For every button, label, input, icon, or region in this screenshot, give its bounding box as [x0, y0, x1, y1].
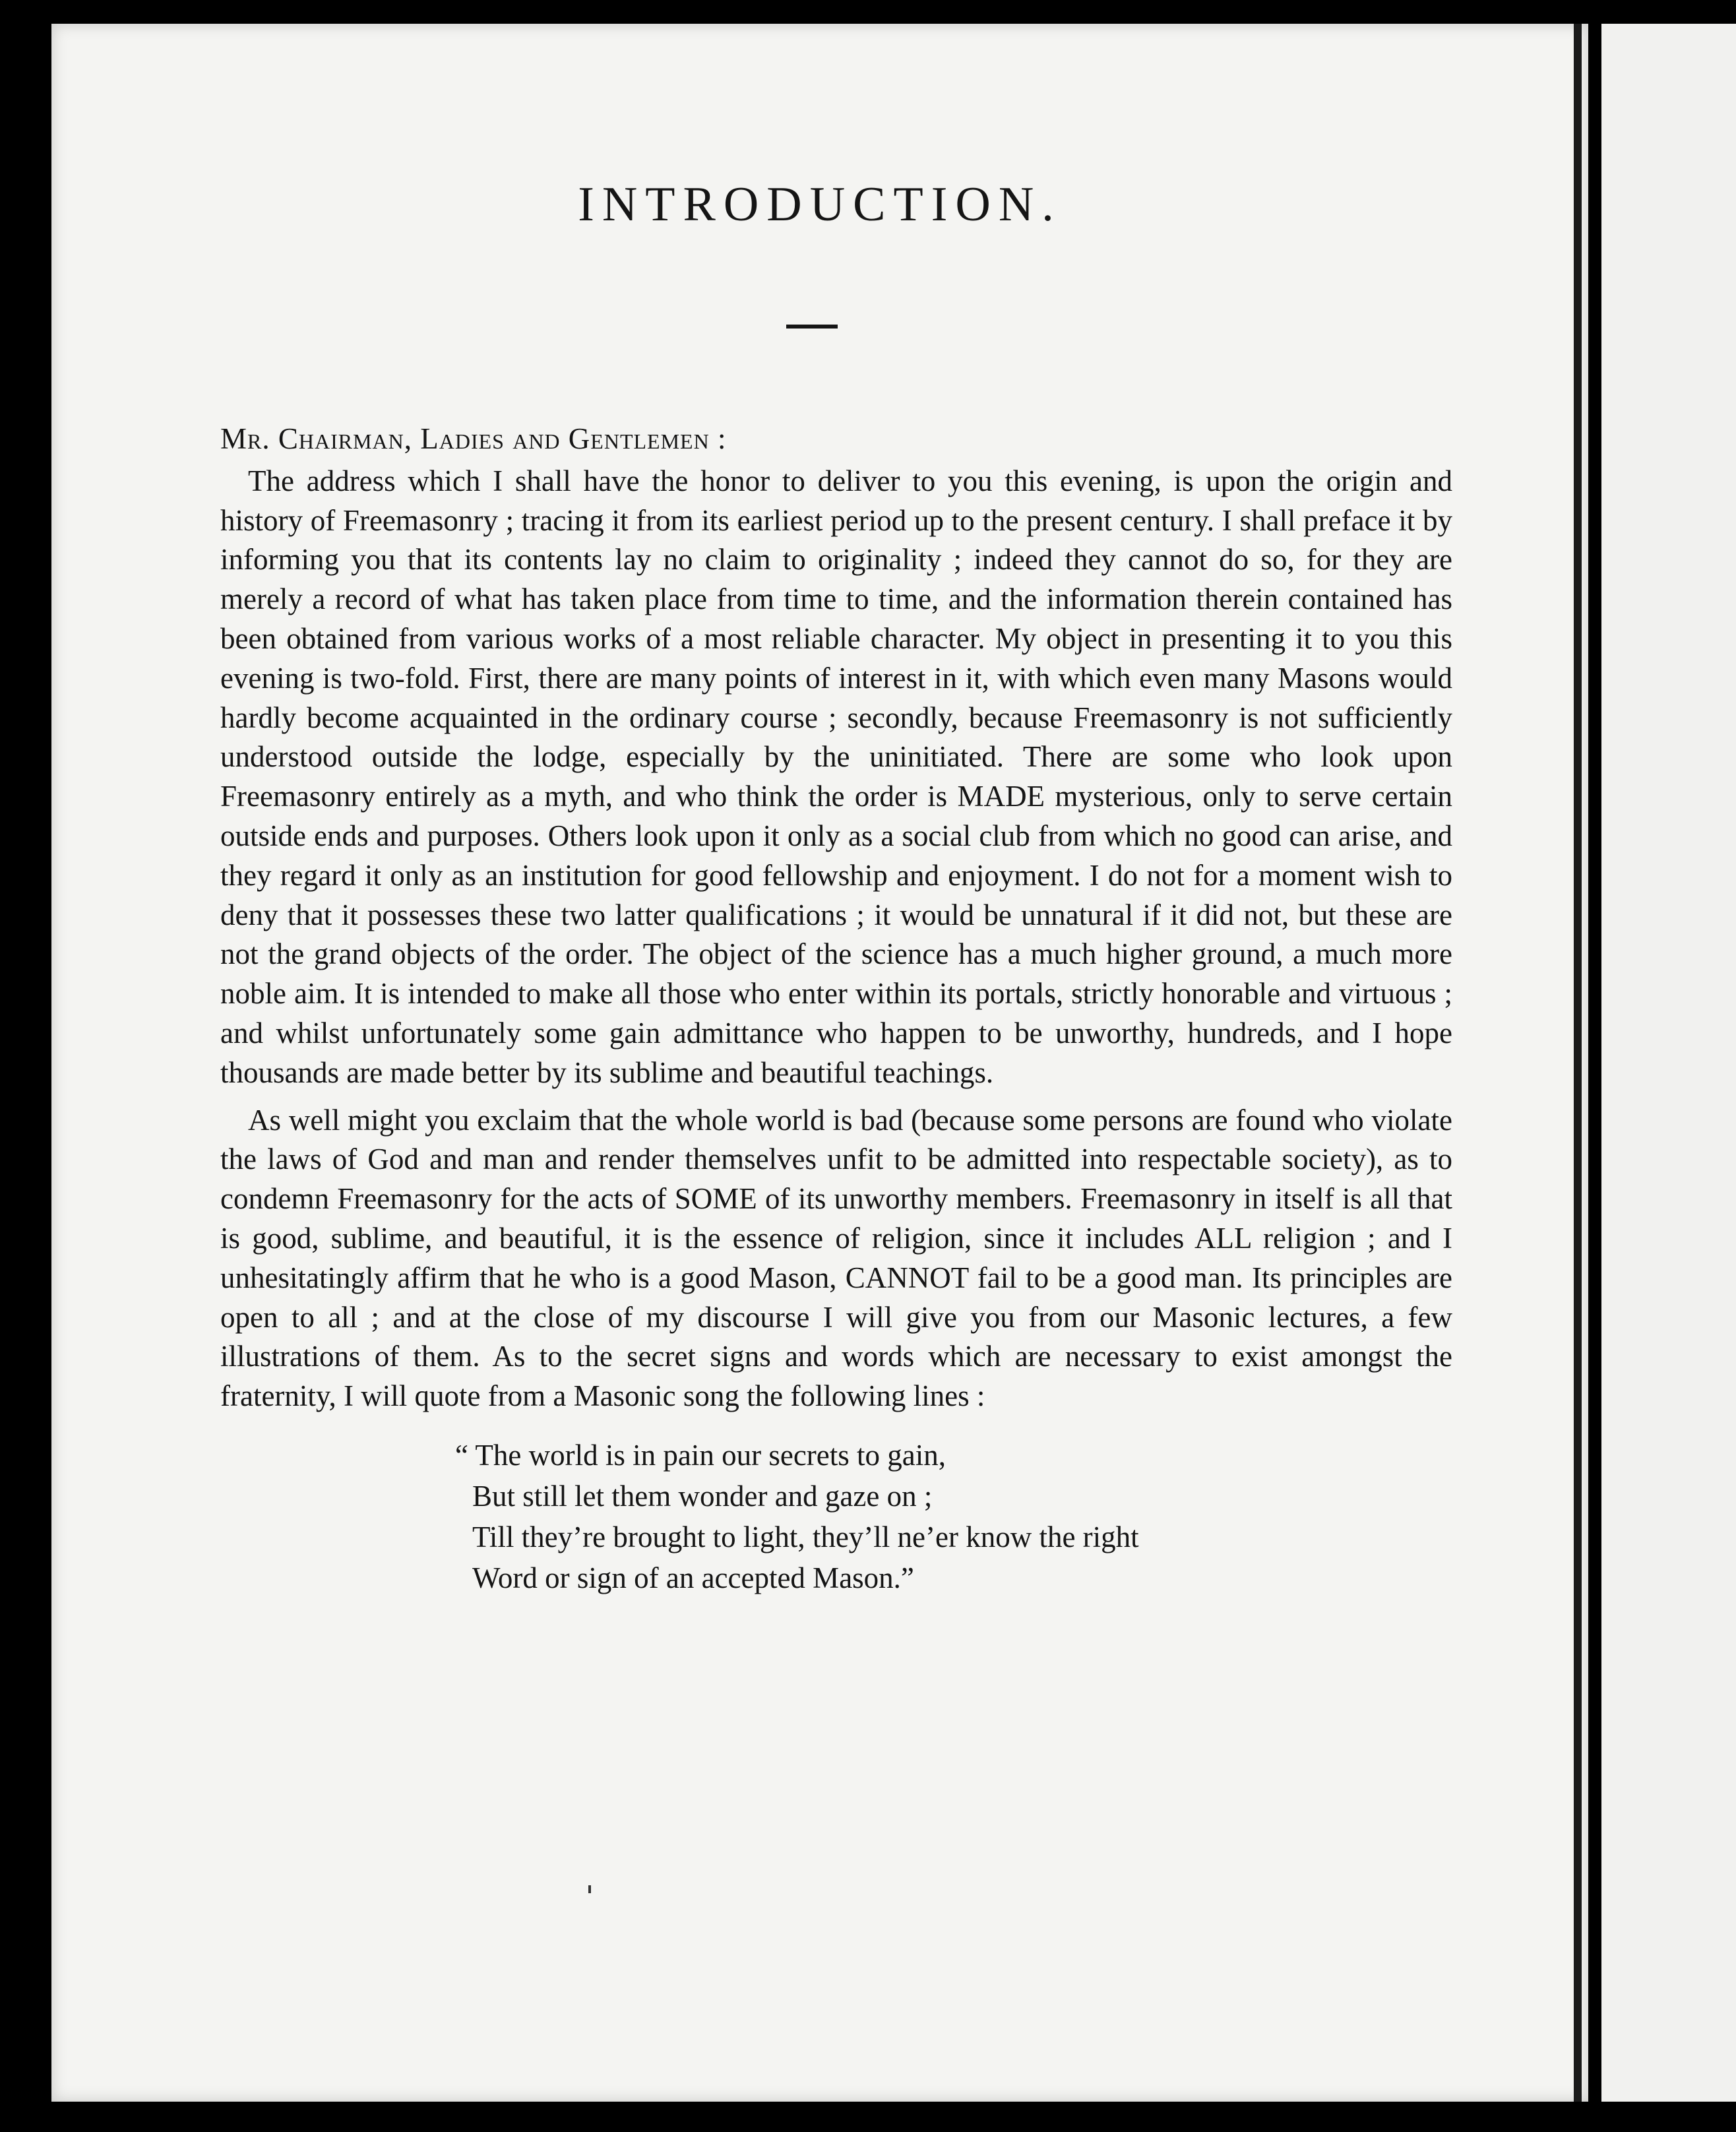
verse-line-4: Word or sign of an accepted Mason.”: [472, 1561, 914, 1594]
scan-speck: [588, 1885, 591, 1893]
paragraph-1: The address which I shall have the honor to deliver to you this evening, is upon the origin and history of Freemasonry ; tracing it from its earliest period up to the present century. I shall preface it by informing you that its contents lay no claim to originality ; indeed they cannot do so, for they are merely a record of what has taken place from time to time, and the information therein contained has been obtained from various works of a most reliable character. My object in presenting it to you this evening is two-fold. First, there are many points of interest in it, with which even many Masons would hardly become acquainted in the ordinary course ; secondly, because Freemasonry is not sufficiently understood outside the lodge, especially by the uninitiated. There are some who look upon Freemasonry entirely as a myth, and who think the order is MADE mysterious, only to serve certain outside ends and purposes. Others look upon it only as a social club from which no good can arise, and they regard it only as an institution for good fellowship and enjoyment. I do not for a moment wish to deny that it possesses these two latter qualifications ; it would be unnatural if it did not, but these are not the grand objects of the order. The object of the science has a much higher ground, a much more noble aim. It is intended to make all those who enter within its portals, strictly honorable and virtuous ; and whilst unfortunately some gain admittance who happen to be unworthy, hundreds, and I hope thousands are made better by its sublime and beautiful teachings.: [220, 464, 1452, 1089]
page-gutter: [1574, 24, 1582, 2102]
verse-line-1: “ The world is in pain our secrets to gain,: [455, 1438, 946, 1472]
document-page: [51, 24, 1588, 2102]
paragraph-2: As well might you exclaim that the whole world is bad (because some persons are found who violate the laws of God and man and render themselves unfit to be admitted into respectable society), as to condemn Freemasonry for the acts of SOME of its unworthy members. Freemasonry in itself is all that is good, sublime, and beautiful, it is the essence of religion, since it includes ALL religion ; and I unhesitatingly affirm that he who is a good Mason, CANNOT fail to be a good man. Its principles are open to all ; and at the close of my discourse I will give you from our Masonic lectures, a few illustrations of them. As to the secret signs and words which are necessary to exist amongst the fraternity, I will quote from a Masonic song the following lines :: [220, 1103, 1452, 1413]
title-rule: [786, 325, 838, 329]
verse-line-3: Till they’re brought to light, they’ll ne’er know the right: [472, 1520, 1139, 1553]
verse-line-2: But still let them wonder and gaze on ;: [472, 1479, 933, 1513]
body-text: [220, 420, 1452, 1598]
salutation: Mr. Chairman, Ladies and Gentlemen :: [220, 422, 727, 455]
facing-page-edge: [1601, 24, 1736, 2102]
verse-quote: [220, 1435, 1452, 1598]
page-title: INTRODUCTION.: [578, 177, 1062, 232]
